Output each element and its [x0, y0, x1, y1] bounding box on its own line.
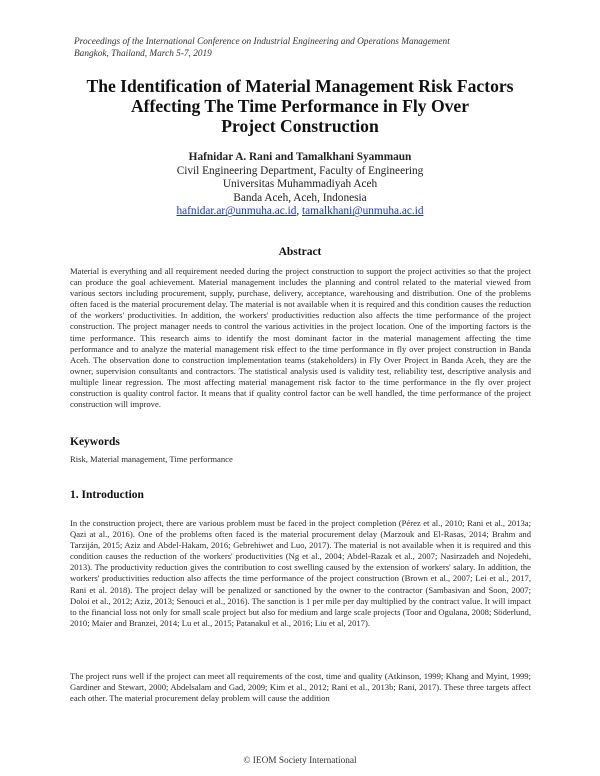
title-line-1: The Identification of Material Management Risk Factors — [86, 76, 514, 96]
author-block — [40, 151, 560, 219]
title-line-2: Affecting The Time Performance in Fly Over — [130, 96, 470, 116]
proceedings-header — [74, 36, 450, 60]
abstract-heading: Abstract — [278, 246, 322, 258]
email-link-2[interactable]: tamalkhani@unmuha.ac.id — [302, 205, 424, 218]
keywords-heading: Keywords — [70, 436, 120, 448]
introduction-paragraph-1: In the construction project, there are various problem must be faced in the project completion (Pérez et al., 2010; Rani et al., 2013a; Qazi at al., 2016). One of the problems often faced is the material procurement delay (Marzouk and El-Rasas, 2014; Brahm and Tarziján, 2015; Aziz and Abdel-Hakam, 2016; Gebrehiwet and Luo, 2017). The material is not available when it is required and this condition causes the reduction of the workers' productivities (Ng et al., 2004; Abdel-Razak et al., 2007; Nasirzadeh and Nojedehi, 2013). The productivity reduction gives the contribution to cost swelling caused by the extension of workers' salary. In addition, the workers' productivities reduction also affects the time performance of the project construction (Brown et al., 2007; Lei et al., 2017, Rani et al. 2018). The project delay will be penalized or sanctioned by the owner to the contractor (Sambasivan and Soon, 2007; Doloi et al., 2012; Aziz, 2013; Senouci et al., 2016). The sanction is 1 per mile per day multiplied by the contract value. It will impact to the financial loss not only for small scale project but also for medium and large scale projects (Toor and Ogulana, 2008; Söderlund, 2010; Maier and Branzei, 2014; Lu et al., 2015; Patanakul et al., 2016; Liu et al, 2017). — [70, 518, 531, 628]
paper-title — [40, 76, 560, 136]
author-emails — [40, 205, 560, 219]
title-line-3: Project Construction — [221, 116, 379, 136]
author-department: Civil Engineering Department, Faculty of Engineering — [176, 164, 424, 177]
email-separator: , — [296, 205, 303, 218]
author-location: Banda Aceh, Aceh, Indonesia — [233, 191, 367, 204]
copyright-footer: © IEOM Society International — [243, 756, 357, 766]
abstract-text: Material is everything and all requirement needed during the project construction to support the project activities so that the project can produce the goal achievement. Material management includes the planning and control related to the material viewed from various sectors including procurement, supply, purchase, delivery, acceptance, warehousing and distribution. One of the problems often faced is the material procurement delay. The material is not available when it is required and this condition causes the reduction of the workers' productivities. In addition, the workers' productivities reduction also affects the time performance of the project construction. The project manager needs to control the various activities in the project location. One of the importing factors is the time performance. This research aims to identify the most dominant factor in the material management affecting the time performance and to analyze the material management risk effect to the time performance in fly over project construction in Banda Aceh. The observation done to construction implementation teams (stakeholders) in Fly Over Project in Banda Aceh, they are the owner, supervision consultants and contractors. The statistical analysis used is validity test, reliability test, descriptive analysis and multiple linear regression. The most affecting material management risk factor to the time performance in the fly over project construction is quality control factor. It means that if quality control factor can be well handled, the time performance of the project construction will improve. — [70, 266, 531, 410]
author-university: Universitas Muhammadiyah Aceh — [222, 178, 378, 191]
introduction-paragraph-2: The project runs well if the project can meet all requirements of the cost, time and quality (Atkinson, 1999; Khang and Myint, 1999; Gardiner and Stewart, 2000; Abdelsalam and Gad, 2009; Kim et al., 2012; Rani et al., 2013b; Rani, 2017). These three targets affect each other. The material procurement delay problem will cause the addition — [70, 671, 531, 704]
email-link-1[interactable]: hafnidar.ar@unmuha.ac.id — [176, 205, 297, 218]
author-names: Hafnidar A. Rani and Tamalkhani Syammaun — [188, 151, 412, 163]
keywords-text: Risk, Material management, Time performance — [70, 454, 233, 464]
header-conference-line: Proceedings of the International Conference on Industrial Engineering and Operations Management — [74, 37, 450, 47]
header-location-line: Bangkok, Thailand, March 5-7, 2019 — [74, 49, 212, 59]
introduction-heading: 1. Introduction — [70, 489, 144, 501]
